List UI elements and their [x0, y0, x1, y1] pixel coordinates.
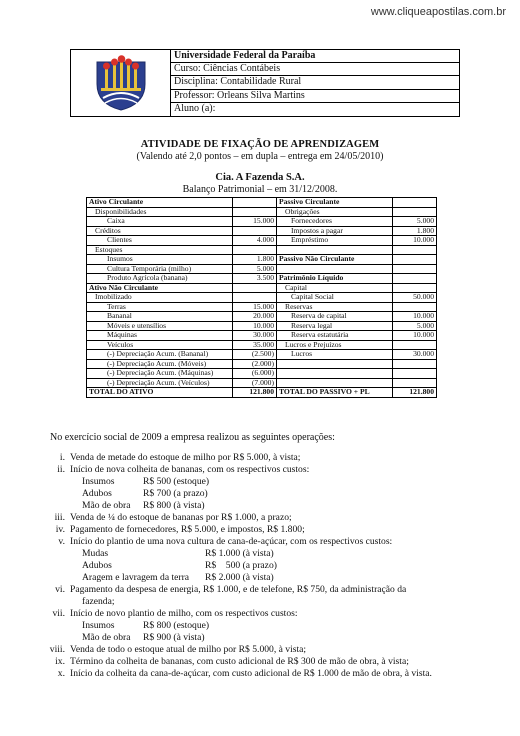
liability-account: Reserva legal [277, 321, 393, 331]
asset-account: Insumos [87, 255, 233, 265]
liability-value: 30.000 [393, 350, 437, 360]
cost-label: Mão de obra [82, 632, 131, 643]
liability-account [277, 369, 393, 379]
balance-row [87, 388, 437, 398]
liability-value [393, 369, 437, 379]
cost-label: Aragem e lavragem da terra [82, 572, 190, 583]
operation-text: Venda de metade do estoque de milho por R$ 5.000, à vista; [70, 452, 301, 463]
liability-account [277, 264, 393, 274]
course-line: Curso: Ciências Contábeis [171, 63, 459, 76]
asset-value: 4.000 [233, 236, 277, 246]
liability-account: Patrimônio Líquido [277, 274, 393, 284]
student-line: Aluno (a): [174, 102, 216, 114]
liability-account [277, 378, 393, 388]
asset-account: Clientes [87, 236, 233, 246]
liability-value: 10.000 [393, 331, 437, 341]
liability-account: Obrigações [277, 207, 393, 217]
operation-item [0, 536, 520, 548]
asset-value: (2.500) [233, 350, 277, 360]
cost-label: Adubos [82, 560, 112, 571]
cost-value: R$ 1.000 (à vista) [205, 548, 274, 559]
operation-number: x. [57, 668, 65, 679]
operation-item [0, 644, 520, 656]
liability-value: 5.000 [393, 217, 437, 227]
asset-account: (-) Depreciação Acum. (Bananal) [87, 350, 233, 360]
asset-value [233, 293, 277, 303]
balance-row [87, 293, 437, 303]
asset-account: Produto Agrícola (banana) [87, 274, 233, 284]
operation-text: Início da colheita da cana-de-açúcar, com custo adicional de R$ 1.000 de mão de obra, à vista. [70, 668, 432, 679]
liability-account: Capital [277, 283, 393, 293]
liability-value: 5.000 [393, 321, 437, 331]
operation-item [0, 524, 520, 536]
balance-row [87, 255, 437, 265]
balance-row [87, 274, 437, 284]
asset-value: 35.000 [233, 340, 277, 350]
asset-value: 1.800 [233, 255, 277, 265]
asset-value: 20.000 [233, 312, 277, 322]
asset-account: Veículos [87, 340, 233, 350]
operation-item [0, 452, 520, 464]
university-crest [71, 50, 171, 116]
operation-text: Início do plantio de uma nova cultura de cana-de-açúcar, com os respectivos custos: [70, 536, 393, 547]
balance-row [87, 369, 437, 379]
asset-account: Estoques [87, 245, 233, 255]
asset-account: Bananal [87, 312, 233, 322]
liability-account: Passivo Circulante [277, 198, 393, 208]
balance-row [87, 283, 437, 293]
cost-label: Insumos [82, 620, 115, 631]
operation-text: Venda de todo o estoque atual de milho por R$ 5.000, à vista; [70, 644, 307, 655]
liability-account: Lucros [277, 350, 393, 360]
balance-row [87, 198, 437, 208]
liability-value [393, 283, 437, 293]
operation-text: Pagamento de fornecedores, R$ 5.000, e impostos, R$ 1.800; [70, 524, 305, 535]
liability-account: TOTAL DO PASSIVO + PL [277, 388, 393, 398]
asset-value [233, 198, 277, 208]
balance-row [87, 236, 437, 246]
operation-number: iv. [55, 524, 65, 535]
asset-value: (2.000) [233, 359, 277, 369]
cost-value: R$ 700 (a prazo) [143, 488, 208, 499]
operation-item [0, 464, 520, 476]
liability-value: 121.800 [393, 388, 437, 398]
operation-item [0, 608, 520, 620]
cost-value: R$ 900 (à vista) [143, 632, 205, 643]
activity-subtitle: (Valendo até 2,0 pontos – em dupla – entrega em 24/05/2010) [136, 151, 384, 162]
operation-number: iii. [54, 512, 65, 523]
discipline-line: Disciplina: Contabilidade Rural [171, 76, 459, 89]
cost-value: R$ 800 (estoque) [143, 620, 210, 631]
balance-row [87, 245, 437, 255]
operation-number: vi. [55, 584, 65, 595]
asset-value: 121.800 [233, 388, 277, 398]
liability-account: Impostos a pagar [277, 226, 393, 236]
liability-value: 1.800 [393, 226, 437, 236]
operation-text: Pagamento da despesa de energia, R$ 1.000, e de telefone, R$ 750, da administração da [70, 584, 407, 595]
operation-number: v. [58, 536, 65, 547]
operations-intro: No exercício social de 2009 a empresa realizou as seguintes operações: [50, 432, 335, 443]
liability-account [277, 359, 393, 369]
asset-value: (7.000) [233, 378, 277, 388]
activity-title: ATIVIDADE DE FIXAÇÃO DE APRENDIZAGEM [140, 139, 380, 150]
operation-number: viii. [49, 644, 65, 655]
balance-row [87, 350, 437, 360]
liability-value [393, 207, 437, 217]
asset-account: (-) Depreciação Acum. (Veículos) [87, 378, 233, 388]
operation-item [0, 668, 520, 680]
balance-row [87, 226, 437, 236]
liability-value [393, 340, 437, 350]
cost-label: Insumos [82, 476, 115, 487]
asset-account: Ativo Não Circulante [87, 283, 233, 293]
professor-line: Professor: Orleans Silva Martins [171, 90, 459, 103]
cost-value: R$ 500 (a prazo) [205, 560, 277, 571]
site-url: www.cliqueapostilas.com.br [370, 6, 506, 18]
operation-number: i. [59, 452, 65, 463]
liability-value [393, 302, 437, 312]
operation-item [0, 512, 520, 524]
asset-account: Disponibilidades [87, 207, 233, 217]
liability-value: 50.000 [393, 293, 437, 303]
operation-item [0, 656, 520, 668]
balance-row [87, 359, 437, 369]
asset-account: TOTAL DO ATIVO [87, 388, 233, 398]
operation-number: vii. [52, 608, 65, 619]
asset-account: Terras [87, 302, 233, 312]
liability-value [393, 378, 437, 388]
balance-row [87, 321, 437, 331]
cost-label: Mudas [82, 548, 109, 559]
liability-account: Reserva estatutária [277, 331, 393, 341]
asset-value: 30.000 [233, 331, 277, 341]
asset-account: Imobilizado [87, 293, 233, 303]
cost-value: R$ 500 (estoque) [143, 476, 210, 487]
balance-row [87, 340, 437, 350]
liability-account: Capital Social [277, 293, 393, 303]
liability-account: Reservas [277, 302, 393, 312]
operation-text: Início de nova colheita de bananas, com os respectivos custos: [70, 464, 310, 475]
crest-icon [93, 54, 149, 112]
company-name: Cia. A Fazenda S.A. [215, 172, 305, 183]
balance-sheet-table [86, 197, 437, 398]
operation-text: Venda de ¼ do estoque de bananas por R$ 1.000, a prazo; [70, 512, 292, 523]
operation-item-continued [0, 596, 520, 608]
asset-account: Móveis e utensílios [87, 321, 233, 331]
balance-row [87, 331, 437, 341]
liability-value: 10.000 [393, 236, 437, 246]
liability-value [393, 264, 437, 274]
balance-row [87, 207, 437, 217]
asset-value: 15.000 [233, 217, 277, 227]
asset-value [233, 283, 277, 293]
asset-account: Créditos [87, 226, 233, 236]
cost-value: R$ 800 (à vista) [143, 500, 205, 511]
liability-account: Fornecedores [277, 217, 393, 227]
operation-number: ii. [57, 464, 65, 475]
balance-row [87, 302, 437, 312]
operation-item [0, 584, 520, 596]
liability-account: Passivo Não Circulante [277, 255, 393, 265]
header-box [70, 49, 460, 117]
liability-value: 10.000 [393, 312, 437, 322]
asset-value: (6.000) [233, 369, 277, 379]
liability-value [393, 274, 437, 284]
cost-label: Mão de obra [82, 500, 131, 511]
liability-value [393, 359, 437, 369]
balance-row [87, 312, 437, 322]
cost-label: Adubos [82, 488, 112, 499]
asset-account: (-) Depreciação Acum. (Móveis) [87, 359, 233, 369]
asset-account: Cultura Temporária (milho) [87, 264, 233, 274]
liability-account: Reserva de capital [277, 312, 393, 322]
university-name: Universidade Federal da Paraíba [171, 50, 459, 63]
asset-value: 5.000 [233, 264, 277, 274]
liability-value [393, 255, 437, 265]
liability-value [393, 245, 437, 255]
asset-value [233, 245, 277, 255]
liability-account: Empréstimo [277, 236, 393, 246]
balance-row [87, 378, 437, 388]
operation-text-continued: fazenda; [82, 596, 115, 607]
statement-title: Balanço Patrimonial – em 31/12/2008. [182, 184, 338, 195]
asset-account: (-) Depreciação Acum. (Máquinas) [87, 369, 233, 379]
operation-text: Término da colheita de bananas, com custo adicional de R$ 300 de mão de obra, à vista; [70, 656, 409, 667]
liability-account: Lucros e Prejuízos [277, 340, 393, 350]
balance-row [87, 264, 437, 274]
asset-value: 10.000 [233, 321, 277, 331]
operation-text: Início de novo plantio de milho, com os respectivos custos: [70, 608, 298, 619]
asset-value [233, 207, 277, 217]
asset-account: Máquinas [87, 331, 233, 341]
liability-account [277, 245, 393, 255]
asset-account: Caixa [87, 217, 233, 227]
asset-account: Ativo Circulante [87, 198, 233, 208]
balance-row [87, 217, 437, 227]
operation-number: ix. [55, 656, 65, 667]
asset-value: 15.000 [233, 302, 277, 312]
asset-value [233, 226, 277, 236]
asset-value: 3.500 [233, 274, 277, 284]
liability-value [393, 198, 437, 208]
cost-value: R$ 2.000 (à vista) [205, 572, 274, 583]
header-lines [171, 50, 459, 116]
